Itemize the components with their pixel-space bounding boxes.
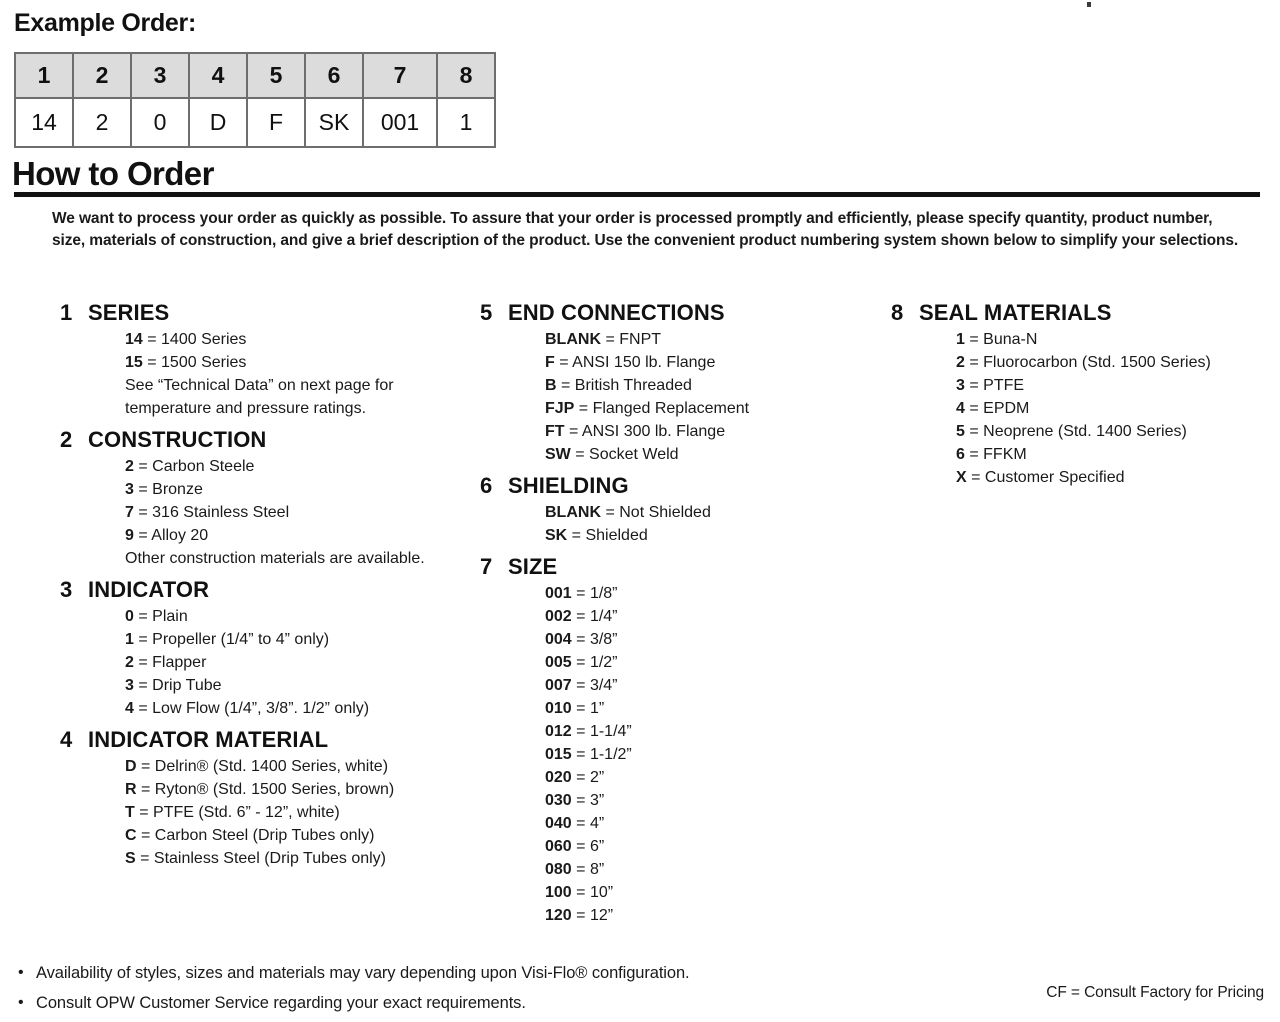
code-option-code: 060 — [545, 838, 572, 855]
code-option — [545, 720, 880, 743]
code-option-code: 001 — [545, 585, 572, 602]
code-option-description: Bronze — [152, 481, 203, 498]
code-option-description: Carbon Steele — [152, 458, 255, 475]
code-group — [480, 300, 880, 466]
code-option — [545, 651, 880, 674]
code-option-code: 080 — [545, 861, 572, 878]
code-option-description: 3/8” — [589, 631, 618, 648]
code-option-separator: = — [571, 677, 590, 694]
code-group-number: 2 — [60, 427, 73, 452]
code-group-note: See “Technical Data” on next page for — [125, 377, 394, 394]
code-option-separator: = — [964, 354, 984, 371]
code-option-separator: = — [601, 331, 620, 348]
code-option-description: Socket Weld — [589, 446, 679, 463]
code-group-header — [891, 300, 1271, 326]
code-option — [545, 628, 880, 651]
code-option-code: 2 — [125, 654, 134, 671]
code-option-code: 2 — [125, 458, 134, 475]
code-option — [125, 501, 470, 524]
code-option-description: FNPT — [619, 331, 662, 348]
code-option-code: 005 — [545, 654, 572, 671]
example-order-table — [14, 52, 496, 148]
code-option — [125, 801, 470, 824]
table-row-position-headers — [15, 53, 495, 98]
code-option — [125, 478, 470, 501]
page-title: How to Order — [12, 155, 214, 192]
code-option-separator: = — [554, 354, 573, 371]
code-option-separator: = — [571, 907, 590, 924]
code-group-header — [60, 300, 470, 326]
code-option — [545, 743, 880, 766]
code-group — [480, 554, 880, 927]
code-option — [956, 397, 1271, 420]
code-option-description: Buna-N — [983, 331, 1038, 348]
code-option-description: ANSI 150 lb. Flange — [572, 354, 716, 371]
code-option-description: 4” — [589, 815, 605, 832]
code-option — [545, 374, 880, 397]
code-option-description: 316 Stainless Steel — [152, 504, 290, 521]
code-group-number: 6 — [480, 473, 493, 498]
code-option-description: 1400 Series — [161, 331, 247, 348]
code-option-separator: = — [966, 469, 985, 486]
code-option-separator: = — [571, 585, 590, 602]
code-option-description: 1500 Series — [161, 354, 247, 371]
code-option — [545, 443, 880, 466]
code-option — [545, 351, 880, 374]
code-option — [545, 420, 880, 443]
code-option-description: Flapper — [152, 654, 207, 671]
code-option-separator: = — [133, 527, 152, 544]
code-option — [545, 904, 880, 927]
code-option — [125, 697, 470, 720]
code-option — [125, 328, 470, 351]
code-option-code: 9 — [125, 527, 134, 544]
code-option-code: 5 — [956, 423, 965, 440]
code-option-separator: = — [571, 746, 590, 763]
code-option — [125, 824, 470, 847]
code-option-code: T — [125, 804, 135, 821]
position-header-cell: 6 — [305, 53, 363, 98]
code-option-separator: = — [964, 423, 984, 440]
code-option-list — [60, 455, 470, 570]
code-option-separator: = — [571, 861, 590, 878]
code-option-separator: = — [964, 446, 984, 463]
code-group-number: 8 — [891, 300, 904, 325]
code-group-label: SERIES — [88, 300, 170, 325]
footnote-list — [18, 958, 978, 1018]
code-option — [545, 674, 880, 697]
footnote-item — [18, 988, 978, 1018]
code-option-code: F — [545, 354, 555, 371]
code-option-description: Flanged Replacement — [592, 400, 750, 417]
code-option-code: 020 — [545, 769, 572, 786]
code-option — [545, 789, 880, 812]
code-option-code: 010 — [545, 700, 572, 717]
code-option-code: SK — [545, 527, 568, 544]
code-option-separator: = — [571, 769, 590, 786]
code-option-code: 6 — [956, 446, 965, 463]
code-option-description: Not Shielded — [619, 504, 711, 521]
footnote-item — [18, 958, 978, 988]
code-option-list — [480, 501, 880, 547]
code-option-description: Drip Tube — [152, 677, 222, 694]
order-code-column-2 — [480, 300, 880, 934]
code-option-description: Customer Specified — [984, 469, 1125, 486]
code-option-code: C — [125, 827, 137, 844]
code-option-separator: = — [133, 458, 153, 475]
code-group-number: 5 — [480, 300, 493, 325]
code-option-code: 015 — [545, 746, 572, 763]
code-option-code: X — [956, 469, 967, 486]
code-option-separator: = — [136, 758, 155, 775]
code-option-code: 14 — [125, 331, 143, 348]
code-option-code: FT — [545, 423, 565, 440]
code-option — [545, 881, 880, 904]
code-option-code: 100 — [545, 884, 572, 901]
code-option — [545, 397, 880, 420]
position-header-cell: 3 — [131, 53, 189, 98]
code-option-description: Fluorocarbon (Std. 1500 Series) — [983, 354, 1211, 371]
code-option-code: 3 — [125, 481, 134, 498]
code-option-separator: = — [571, 792, 590, 809]
code-option-description: 1-1/4” — [589, 723, 632, 740]
code-option-code: R — [125, 781, 137, 798]
code-option — [545, 766, 880, 789]
code-option — [125, 628, 470, 651]
code-group-header — [480, 473, 880, 499]
code-option-description: British Threaded — [574, 377, 692, 394]
code-option-separator: = — [964, 331, 984, 348]
code-option — [545, 858, 880, 881]
code-option-separator: = — [133, 631, 153, 648]
example-value-cell: F — [247, 98, 305, 147]
code-option-description: Delrin® (Std. 1400 Series, white) — [154, 758, 389, 775]
code-option-description: Stainless Steel (Drip Tubes only) — [153, 850, 387, 867]
code-option — [545, 697, 880, 720]
code-option — [956, 328, 1271, 351]
code-option — [956, 466, 1271, 489]
code-option-description: 1” — [589, 700, 605, 717]
code-option — [125, 524, 470, 547]
code-option — [545, 582, 880, 605]
code-option-description: PTFE (Std. 6” - 12”, white) — [153, 804, 340, 821]
code-option-description: Ryton® (Std. 1500 Series, brown) — [154, 781, 395, 798]
code-option-description: PTFE — [983, 377, 1025, 394]
code-option-separator: = — [142, 331, 162, 348]
code-group-label: SHIELDING — [508, 473, 629, 498]
code-option-code: 4 — [125, 700, 134, 717]
code-option-code: 3 — [125, 677, 134, 694]
code-option-separator: = — [571, 723, 590, 740]
code-option-separator: = — [570, 446, 590, 463]
code-option-list — [60, 605, 470, 720]
code-option-separator: = — [135, 850, 154, 867]
code-option-description: Low Flow (1/4”, 3/8”. 1/2” only) — [152, 700, 370, 717]
code-group-label: SIZE — [508, 554, 558, 579]
code-option-description: 8” — [589, 861, 605, 878]
code-option-code: 004 — [545, 631, 572, 648]
code-option-description: Plain — [152, 608, 188, 625]
code-option — [956, 443, 1271, 466]
code-option — [125, 651, 470, 674]
code-option-code: 3 — [956, 377, 965, 394]
code-option-separator: = — [133, 504, 153, 521]
code-group-label: CONSTRUCTION — [88, 427, 267, 452]
code-group-number: 1 — [60, 300, 73, 325]
code-option-description: Neoprene (Std. 1400 Series) — [983, 423, 1187, 440]
code-option-separator: = — [136, 781, 155, 798]
code-option — [956, 420, 1271, 443]
code-option — [545, 812, 880, 835]
intro-paragraph: We want to process your order as quickly as possible. To assure that your order is processed promptly and efficiently, please specify quantity, product number, size, materials of construction, and give a brief description of the product. Use the convenient product numbering system shown below to simplify your selections. — [52, 210, 1239, 249]
code-option-code: 002 — [545, 608, 572, 625]
code-option-separator: = — [571, 838, 590, 855]
code-group — [60, 577, 470, 720]
code-option-code: 4 — [956, 400, 965, 417]
code-option-description: 1/4” — [589, 608, 618, 625]
code-option-code: BLANK — [545, 331, 601, 348]
code-option — [125, 847, 470, 870]
position-header-cell: 1 — [15, 53, 73, 98]
code-option-code: FJP — [545, 400, 575, 417]
code-option-separator: = — [571, 654, 590, 671]
footnote-text: Availability of styles, sizes and materials may vary depending upon Visi-Flo® configuration. — [36, 964, 690, 982]
code-option-code: 1 — [125, 631, 134, 648]
code-option-list — [891, 328, 1271, 489]
position-header-cell: 7 — [363, 53, 437, 98]
code-option-separator: = — [142, 354, 162, 371]
code-option-code: 2 — [956, 354, 965, 371]
code-option — [956, 374, 1271, 397]
code-option-code: 040 — [545, 815, 572, 832]
page-artifact-speck — [1087, 2, 1091, 7]
code-group-number: 3 — [60, 577, 73, 602]
code-option — [545, 328, 880, 351]
example-value-cell: SK — [305, 98, 363, 147]
code-option-code: B — [545, 377, 557, 394]
code-option-separator: = — [134, 804, 154, 821]
position-header-cell: 2 — [73, 53, 131, 98]
code-option-description: 6” — [589, 838, 605, 855]
code-group-label: SEAL MATERIALS — [919, 300, 1112, 325]
code-option-separator: = — [964, 400, 984, 417]
code-option-separator: = — [133, 608, 153, 625]
code-option-separator: = — [133, 654, 153, 671]
code-option — [545, 501, 880, 524]
code-option-separator: = — [574, 400, 593, 417]
code-option-description: 2” — [589, 769, 605, 786]
code-option-description: 1-1/2” — [589, 746, 632, 763]
position-header-cell: 8 — [437, 53, 495, 98]
code-option-code: 007 — [545, 677, 572, 694]
bullet-icon: • — [18, 964, 24, 981]
code-option — [125, 351, 470, 374]
code-option-separator: = — [564, 423, 582, 440]
code-option-separator: = — [133, 677, 153, 694]
code-option-list — [480, 582, 880, 927]
code-option-separator: = — [571, 884, 590, 901]
example-order-heading: Example Order: — [14, 9, 196, 37]
code-option-code: 030 — [545, 792, 572, 809]
title-divider — [14, 192, 1260, 197]
code-option-separator: = — [567, 527, 586, 544]
code-option-code: S — [125, 850, 136, 867]
code-group-header — [480, 300, 880, 326]
code-option-description: ANSI 300 lb. Flange — [581, 423, 726, 440]
code-option-code: SW — [545, 446, 571, 463]
example-value-cell: D — [189, 98, 247, 147]
consult-factory-note: CF = Consult Factory for Pricing — [1046, 984, 1264, 1001]
code-option-code: 120 — [545, 907, 572, 924]
code-option — [545, 524, 880, 547]
code-group-header — [60, 427, 470, 453]
code-option-code: 012 — [545, 723, 572, 740]
code-option-separator: = — [556, 377, 575, 394]
code-option-code: 1 — [956, 331, 965, 348]
code-option-separator: = — [571, 608, 590, 625]
code-option-code: BLANK — [545, 504, 601, 521]
code-option-description: Alloy 20 — [151, 527, 209, 544]
code-group — [480, 473, 880, 547]
code-option-list — [480, 328, 880, 466]
code-group-note: Other construction materials are available. — [125, 550, 425, 567]
code-option-description: 1/2” — [589, 654, 618, 671]
position-header-cell: 5 — [247, 53, 305, 98]
code-group — [891, 300, 1271, 489]
code-group — [60, 427, 470, 570]
code-group-header — [480, 554, 880, 580]
example-value-cell: 1 — [437, 98, 495, 147]
code-option-description: Shielded — [585, 527, 648, 544]
example-value-cell: 0 — [131, 98, 189, 147]
code-group-header — [60, 577, 470, 603]
order-code-column-1 — [60, 300, 470, 877]
code-option-description: 10” — [589, 884, 614, 901]
code-group-number: 4 — [60, 727, 73, 752]
code-option-code: 7 — [125, 504, 134, 521]
code-group — [60, 727, 470, 870]
code-group-label: INDICATOR MATERIAL — [88, 727, 329, 752]
code-option-separator: = — [133, 481, 153, 498]
bullet-icon: • — [18, 994, 24, 1011]
code-group — [60, 300, 470, 420]
table-row-example-values — [15, 98, 495, 147]
code-option-description: 3/4” — [589, 677, 618, 694]
position-header-cell: 4 — [189, 53, 247, 98]
code-option-code: 15 — [125, 354, 143, 371]
code-group-label: INDICATOR — [88, 577, 210, 602]
code-option-separator: = — [571, 631, 590, 648]
code-option-list — [60, 755, 470, 870]
code-group-label: END CONNECTIONS — [508, 300, 725, 325]
code-option-description: 3” — [589, 792, 605, 809]
code-option-separator: = — [133, 700, 153, 717]
code-option-description: EPDM — [983, 400, 1030, 417]
code-option — [125, 778, 470, 801]
code-option — [125, 605, 470, 628]
code-option-separator: = — [964, 377, 984, 394]
code-option-description: Propeller (1/4” to 4” only) — [152, 631, 330, 648]
footnote-text: Consult OPW Customer Service regarding your exact requirements. — [36, 994, 526, 1012]
code-option — [125, 455, 470, 478]
code-group-note: temperature and pressure ratings. — [125, 400, 367, 417]
code-option-list — [60, 328, 470, 420]
code-option-separator: = — [571, 700, 590, 717]
example-value-cell: 2 — [73, 98, 131, 147]
code-option-description: 12” — [589, 907, 614, 924]
code-group-number: 7 — [480, 554, 493, 579]
code-option-description: Carbon Steel (Drip Tubes only) — [154, 827, 375, 844]
code-option-separator: = — [136, 827, 155, 844]
code-option-description: FFKM — [983, 446, 1027, 463]
example-value-cell: 14 — [15, 98, 73, 147]
code-option — [956, 351, 1271, 374]
code-option — [545, 605, 880, 628]
code-option-description: 1/8” — [589, 585, 618, 602]
code-group-header — [60, 727, 470, 753]
code-option — [125, 674, 470, 697]
code-option — [545, 835, 880, 858]
code-option — [125, 755, 470, 778]
code-option-code: D — [125, 758, 137, 775]
order-code-column-3 — [891, 300, 1271, 496]
example-value-cell: 001 — [363, 98, 437, 147]
code-option-code: 0 — [125, 608, 134, 625]
code-option-separator: = — [601, 504, 620, 521]
code-option-separator: = — [571, 815, 590, 832]
